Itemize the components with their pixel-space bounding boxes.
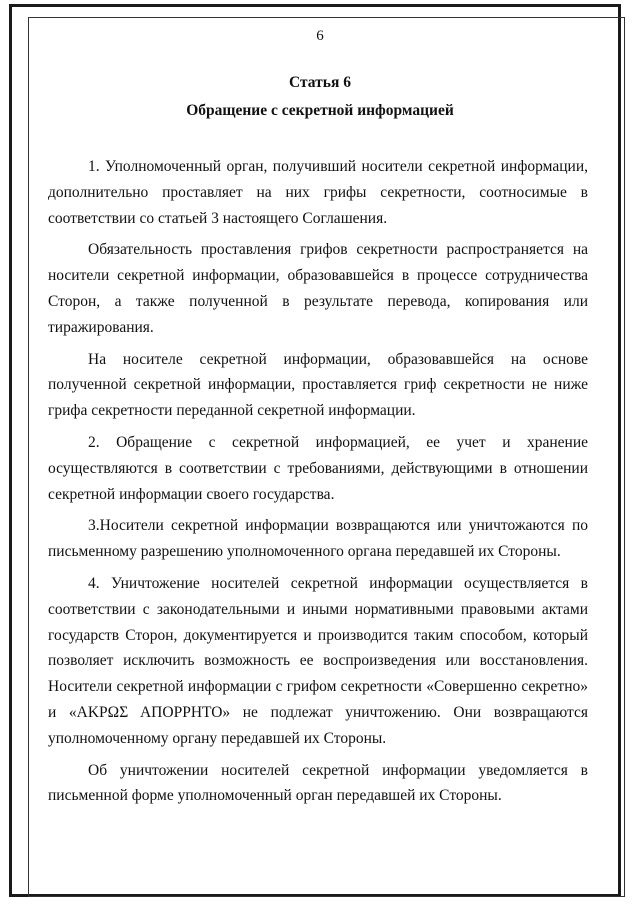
paragraph-1: 1. Уполномоченный орган, получивший носители секретной информации, дополнительно проставляет на них грифы секретности, соотносимые в соответствии со статьей 3 настоящего Соглашения. xyxy=(48,158,588,227)
article-title: Статья 6 xyxy=(289,74,351,91)
paragraph-6: 4. Уничтожение носителей секретной информации осуществляется в соответствии с законодательными и иными нормативными правовыми актами государств Сторон, документируется и производится таким способом, который позволяет исключить возможность ее воспроизведения или восстановления. Носители секретной информации с грифом секретности «Совершенно секретно» и «ΑΚΡΩΣ ΑΠΟΡΡΗΤΟ» не подлежат уничтожению. Они возвращаются уполномоченному органу передавшей их Стороны. xyxy=(48,574,588,747)
article-subtitle: Обращение с секретной информацией xyxy=(186,102,454,119)
paragraph-7: Об уничтожении носителей секретной информации уведомляется в письменной форме уполномоченный орган передавшей их Стороны. xyxy=(48,761,588,805)
paragraph-5: 3.Носители секретной информации возвращаются или уничтожаются по письменному разрешению уполномоченного органа передавшей их Стороны. xyxy=(48,517,588,561)
page-number: 6 xyxy=(316,28,324,44)
paragraph-4: 2. Обращение с секретной информацией, ее учет и хранение осуществляются в соответствии с требованиями, действующими в отношении секретной информации своего государства. xyxy=(48,433,588,503)
paragraph-2: Обязательность проставления грифов секретности распространяется на носители секретной информации, образовавшейся в процессе сотрудничества Сторон, а также полученной в результате перевода, копирования или тиражирования. xyxy=(48,241,588,336)
article-body xyxy=(48,154,588,815)
paragraph-3: На носителе секретной информации, образовавшейся на основе полученной секретной информации, проставляется гриф секретности не ниже грифа секретности переданной секретной информации. xyxy=(48,350,588,420)
